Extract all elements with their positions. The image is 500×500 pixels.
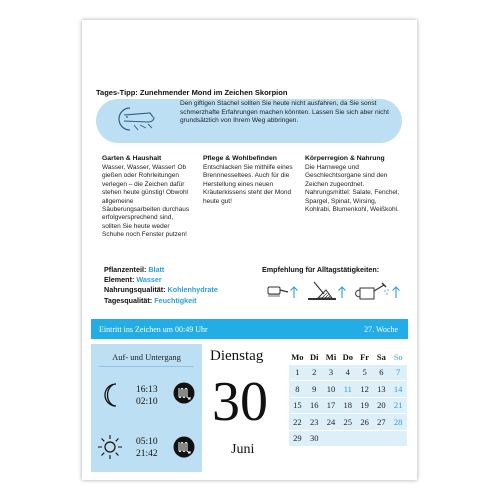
calendar-day: 8 <box>295 383 300 394</box>
mini-calendar <box>289 349 407 447</box>
calendar-day: 25 <box>343 416 353 427</box>
weekday: Dienstag <box>210 348 264 364</box>
sun-set-time: 21:42 <box>136 449 158 459</box>
calendar-day: 1 <box>295 367 300 378</box>
calendar-day: 19 <box>360 400 369 411</box>
moon-rise-time: 16:13 <box>136 385 158 395</box>
weekday-header: Fr <box>360 351 370 362</box>
calendar-day: 23 <box>309 416 319 427</box>
scorpion-sign-icon <box>173 436 195 458</box>
column-text: Die Harnwege und Geschlechtsorgane sind den Zeichen zugeordnet. Nahrungsmittel: Salate, Fenchel, Spargel, Spinat, Wirsing, Kohlrabi, Blumenkohl, Weißkohl. <box>305 164 400 214</box>
daily-tip-title: Tages-Tipp: Zunehmender Mond im Zeichen Skorpion <box>96 88 288 97</box>
weekday-header: So <box>393 351 403 362</box>
calendar-day: 27 <box>377 416 386 427</box>
calendar-day: 24 <box>326 416 336 427</box>
day-quality-row <box>104 296 218 306</box>
recommendation-icons <box>264 278 404 304</box>
weekday-header: Di <box>309 351 319 362</box>
calendar-day: 29 <box>293 433 302 444</box>
nutrition-value: Kohlenhydrate <box>167 285 218 295</box>
calendar-week <box>289 414 407 430</box>
moon-times <box>136 384 158 408</box>
week-number: 27. Woche <box>364 325 398 334</box>
calendar-week <box>289 365 407 381</box>
day-quality-value: Feuchtigkeit <box>154 295 197 305</box>
calendar-day: 12 <box>360 383 369 394</box>
weekday-header: Mo <box>291 351 304 362</box>
arrow-up-icon <box>291 287 298 298</box>
calendar-day: 9 <box>312 383 317 394</box>
calendar-day: 15 <box>293 400 302 411</box>
month-name: Juni <box>231 442 255 457</box>
calendar-day: 16 <box>309 400 319 411</box>
arrow-up-icon <box>393 287 400 298</box>
moon-icon <box>101 382 123 408</box>
scorpion-sign-icon <box>173 382 195 404</box>
sun-rise-time: 05:10 <box>136 437 158 447</box>
column-text: Wasser, Wasser, Wasser! Ob gießen oder Rohrleitungen verlegen – die Zeichen dafür stehen heute günstig! Obwohl allgemeine Säuberungsarbeiten durchaus erfolgversprechend sind, sollten Sie heute weder Schuhe noch Fenster putzen! <box>102 164 190 239</box>
calendar-day: 22 <box>293 416 302 427</box>
sign-entry-time: Eintritt ins Zeichen um 00:49 Uhr <box>99 325 208 334</box>
sun-times <box>136 436 158 460</box>
plant-part-label: Pflanzenteil: <box>104 265 147 274</box>
daily-tip-text: Den giftigen Stachel sollten Sie heute nicht ausfahren, da Sie sonst schmerzhafte Erfahrungen machen könnten. Lassen Sie sich aber nicht grundsätzlich von Ihrem Weg abbringen. <box>180 100 389 125</box>
calendar-day: 14 <box>393 383 403 394</box>
calendar-day: 28 <box>393 416 403 427</box>
column-text: Entschlacken Sie mithilfe eines Brennnesseltees. Auch für die Herstellung eines neuen Kräuterkissens steht der Mond heute gut! <box>203 164 293 205</box>
calendar-day: 30 <box>309 433 319 444</box>
calendar-day: 26 <box>360 416 369 427</box>
moon-set-time: 02:10 <box>136 397 158 407</box>
calendar-day: 7 <box>396 367 401 378</box>
calendar-week <box>289 381 407 397</box>
calendar-day: 21 <box>393 400 403 411</box>
plant-part-row <box>104 265 218 275</box>
day-number: 30 <box>212 371 268 433</box>
garden-household-column <box>102 155 190 240</box>
recommendation-title: Empfehlung für Alltagstätigkeiten: <box>262 265 380 274</box>
scorpion-moon-icon <box>110 104 156 134</box>
calendar-week <box>289 398 407 414</box>
hair-brush-icon <box>268 287 288 297</box>
watering-can-icon <box>356 283 389 299</box>
daily-tip <box>96 88 403 152</box>
calendar-day: 6 <box>379 367 384 378</box>
arrow-up-icon <box>339 287 346 298</box>
weekday-header: Sa <box>376 351 386 362</box>
calendar-day: 18 <box>343 400 353 411</box>
calendar-day: 4 <box>345 367 350 378</box>
sun-icon <box>97 434 123 460</box>
rise-set-panel <box>91 344 202 472</box>
nutrition-row <box>104 285 218 295</box>
element-label: Element: <box>104 275 135 285</box>
element-row <box>104 275 218 285</box>
column-heading: Garten & Haushalt <box>102 155 162 162</box>
calendar-day: 10 <box>326 383 336 394</box>
care-wellbeing-column <box>203 155 295 206</box>
sweeping-broom-icon <box>308 282 336 300</box>
weekday-header: Do <box>342 351 353 362</box>
column-heading: Körperregion & Nahrung <box>305 155 385 162</box>
calendar-day: 11 <box>343 383 352 394</box>
calendar-day: 17 <box>326 400 336 411</box>
column-heading: Pflege & Wohlbefinden <box>203 155 277 162</box>
sign-entry-bar <box>91 319 408 339</box>
calendar-day: 5 <box>362 367 367 378</box>
day-quality-label: Tagesqualität: <box>104 295 153 305</box>
calendar-day: 13 <box>377 383 386 394</box>
calendar-day: 2 <box>312 367 317 378</box>
body-nutrition-column <box>305 155 403 214</box>
properties-list <box>104 265 218 306</box>
calendar-week <box>289 431 407 447</box>
calendar-day: 3 <box>328 367 334 378</box>
weekday-header: Mi <box>325 351 337 362</box>
calendar-page <box>82 20 417 480</box>
element-value: Wasser <box>136 275 162 285</box>
divider <box>99 366 194 367</box>
plant-part-value: Blatt <box>148 265 165 274</box>
rise-set-title: Auf- und Untergang <box>112 352 181 362</box>
calendar-day: 20 <box>377 400 386 411</box>
calendar-header <box>289 349 407 365</box>
nutrition-label: Nahrungsqualität: <box>104 285 166 295</box>
